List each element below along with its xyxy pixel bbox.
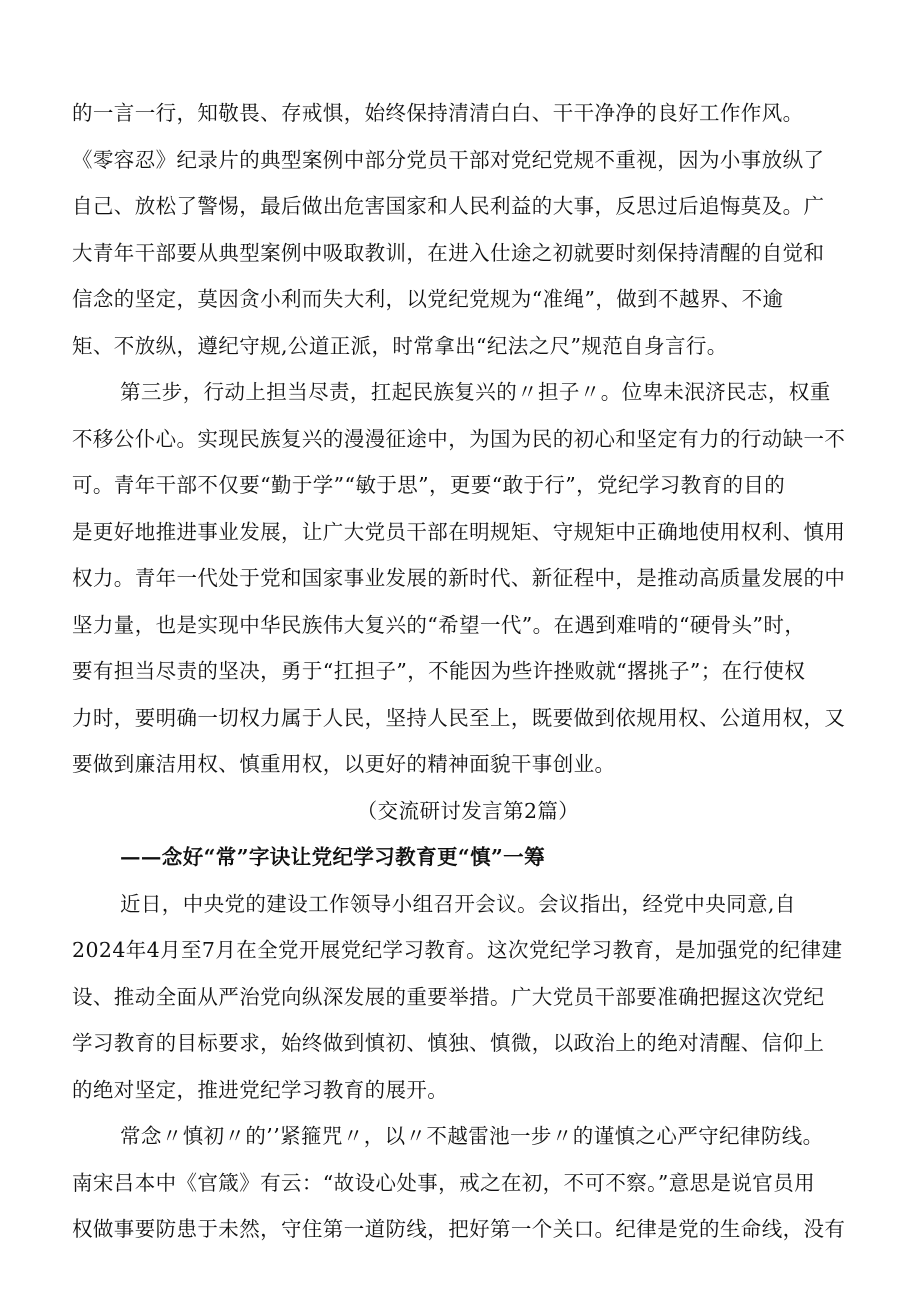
text-line: 要有担当尽责的坚决，勇于“扛担子”，不能因为些许挫败就“撂挑子”；在行使权 [72,659,806,683]
text-line: 的一言一行，知敬畏、存戒惧，始终保持清清白白、干干净净的良好工作作风。 [72,101,804,125]
text-line: 可。青年干部不仅要“勤于学”“敏于思”，更要“敢于行”，党纪学习教育的目的 [72,473,786,497]
text-line: 不移公仆心。实现民族复兴的漫漫征途中，为国为民的初心和坚定有力的行动缺一不 [72,426,846,451]
text-line: 权力。青年一代处于党和国家事业发展的新时代、新征程中，是推动高质量发展的中 [72,566,846,590]
text-line: 信念的坚定，莫因贪小利而失大利，以党纪党规为“准绳”，做到不越界、不逾 [72,287,784,311]
text-line: 是更好地推进事业发展，让广大党员干部在明规矩、守规矩中正确地使用权利、慎用 [72,519,846,544]
text-line: 学习教育的目标要求，始终做到慎初、慎独、慎微，以政治上的绝对清醒、信仰上 [72,1031,825,1055]
text-line: 大青年干部要从典型案例中吸取教训，在进入仕途之初就要时刻保持清醒的自觉和 [72,240,825,265]
text-line: 设、推动全面从严治党向纵深发展的重要举措。广大党员干部要准确把握这次党纪 [72,984,825,1009]
text-line: 自己、放松了警惕，最后做出危害国家和人民利益的大事，反思过后追悔莫及。广 [72,194,825,218]
text-line: 《零容忍》纪录片的典型案例中部分党员干部对党纪党规不重视，因为小事放纵了 [72,147,825,172]
paragraph-start-line: 第三步，行动上担当尽责，扛起民族复兴的〃担子〃。位卑未泯济民志，权重 [120,380,831,404]
text-line: 的绝对坚定，推进党纪学习教育的展开。 [72,1077,449,1102]
paragraph-start-line: 近日，中央党的建设工作领导小组召开会议。会议指出，经党中央同意,自 [120,891,796,916]
text-line: 力时，要明确一切权力属于人民，坚持人民至上，既要做到依规用权、公道用权，又 [72,705,846,730]
text-line: 矩、不放纵，遵纪守规,公道正派，时常拿出“纪法之尺”规范自身言行。 [72,333,728,358]
text-line: 2024年4月至7月在全党开展党纪学习教育。这次党纪学习教育，是加强党的纪律建 [72,938,843,962]
section-heading: （交流研讨发言第2篇） [356,798,580,823]
text-line: 南宋吕本中《官箴》有云：“故设心处事，戒之在初，不可不察。”意思是说官员用 [72,1170,816,1195]
document-page [72,90,864,1253]
text-line: 要做到廉洁用权、慎重用权，以更好的精神面貌干事创业。 [72,752,616,776]
section-subtitle: ——念好“常”字诀让党纪学习教育更“慎”一筹 [120,845,545,869]
paragraph-start-line: 常念〃慎初〃的’’紧箍咒〃，以〃不越雷池一步〃的谨慎之心严守纪律防线。 [120,1124,824,1148]
text-line: 权做事要防患于未然，守住第一道防线，把好第一个关口。纪律是党的生命线，没有 [72,1217,846,1241]
text-line: 坚力量，也是实现中华民族伟大复兴的“希望一代”。在遇到难啃的“硬骨头”时， [72,612,806,637]
